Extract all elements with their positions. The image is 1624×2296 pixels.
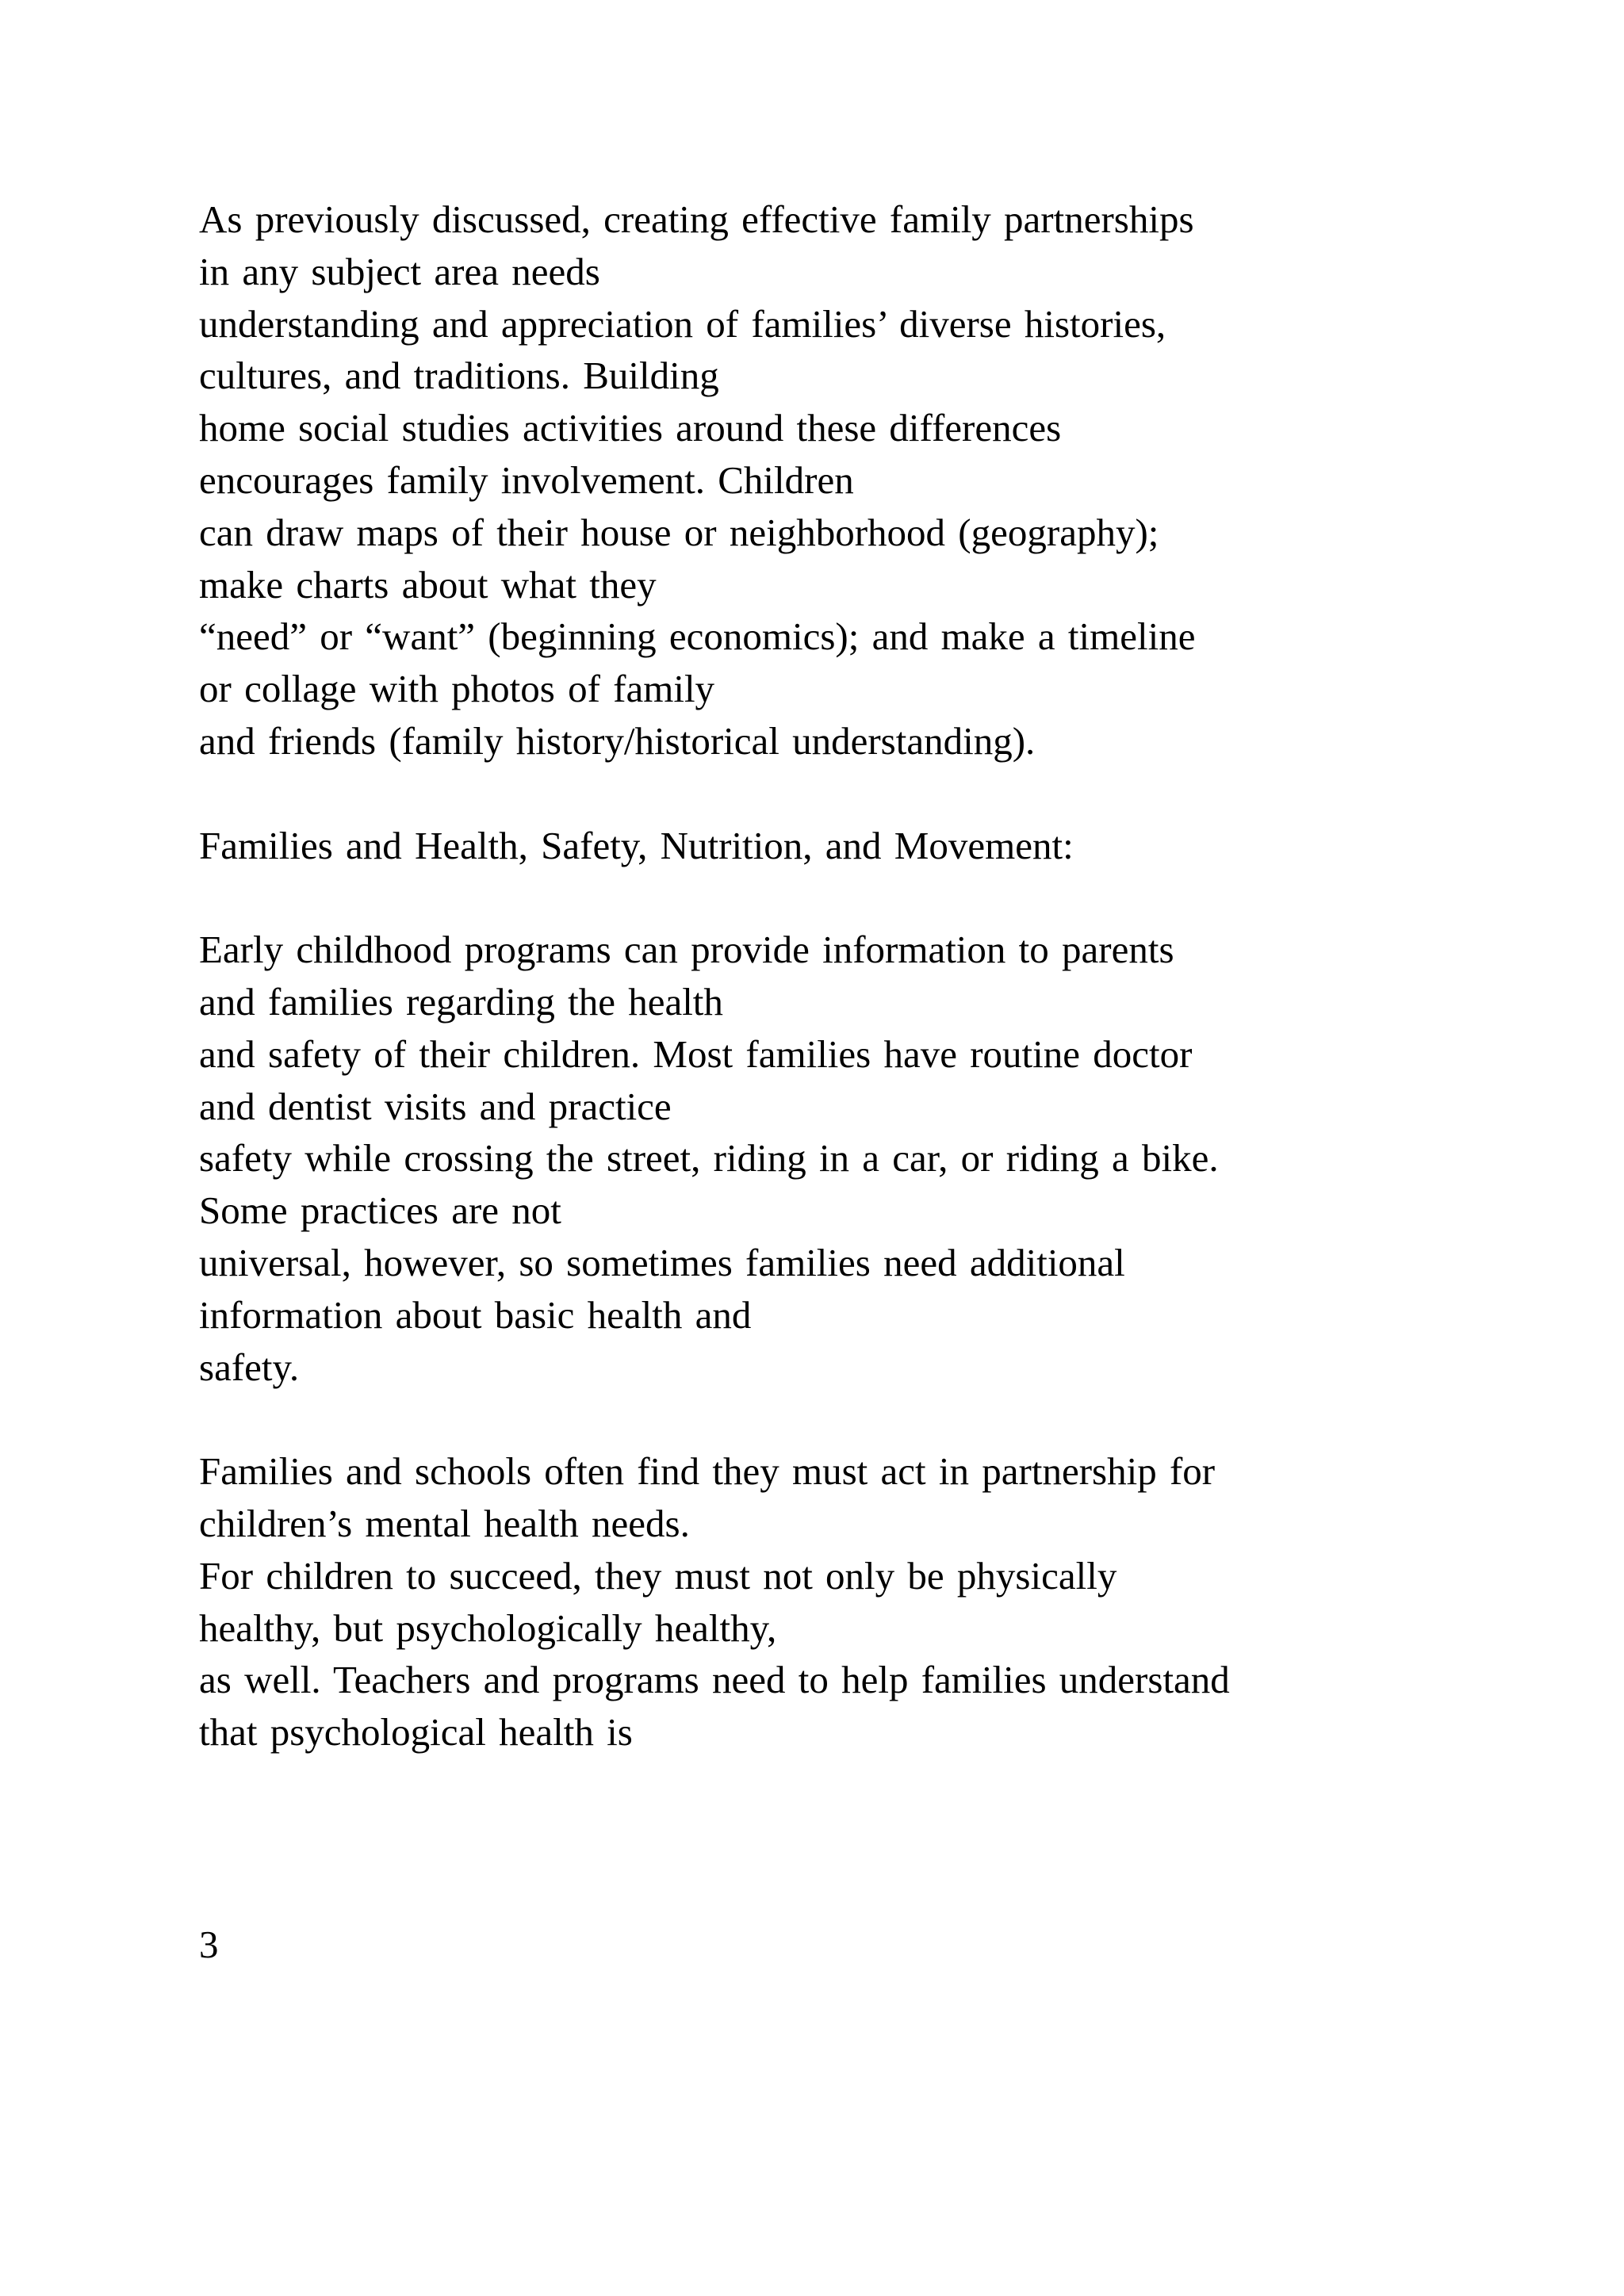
paragraph-family-partnerships [199,193,1547,767]
page-number: 3 [199,1923,219,1966]
body-text [199,193,1547,1758]
text-line: that psychological health is [199,1710,633,1755]
text-line: Some practices are not [199,1188,561,1233]
text-line: encourages family involvement. Children [199,457,854,502]
text-line: safety. [199,1345,300,1389]
text-line: and safety of their children. Most families have routine doctor [199,1031,1193,1076]
text-line: For children to succeed, they must not only be physically [199,1553,1117,1598]
text-line: make charts about what they [199,562,657,607]
text-line: cultures, and traditions. Building [199,354,719,398]
text-line: As previously discussed, creating effective family partnerships [199,197,1194,241]
text-line: Early childhood programs can provide information to parents [199,928,1174,972]
paragraph-gap [199,871,1547,924]
paragraph-gap [199,767,1547,820]
text-line: as well. Teachers and programs need to help families understand [199,1658,1230,1702]
section-heading [199,820,1547,872]
text-line: information about basic health and [199,1292,752,1337]
text-line: and dentist visits and practice [199,1084,672,1128]
text-line: can draw maps of their house or neighborhood (geography); [199,510,1159,554]
heading-line: Families and Health, Safety, Nutrition, and Movement: [199,823,1074,867]
text-line: healthy, but psychologically healthy, [199,1605,777,1650]
text-line: Families and schools often find they must act in partnership for [199,1449,1216,1494]
text-line: and friends (family history/historical understanding). [199,718,1036,763]
text-line: children’s mental health needs. [199,1501,690,1545]
text-line: safety while crossing the street, riding in a car, or riding a bike. [199,1136,1219,1181]
text-line: universal, however, so sometimes families need additional [199,1240,1125,1284]
text-line: and families regarding the health [199,979,723,1024]
text-line: or collage with photos of family [199,667,715,711]
text-line: in any subject area needs [199,249,600,293]
paragraph-gap [199,1393,1547,1445]
text-line: “need” or “want” (beginning economics); and make a timeline [199,614,1196,659]
text-line: home social studies activities around these differences [199,406,1062,450]
paragraph-health-safety [199,924,1547,1393]
paragraph-mental-health [199,1445,1547,1758]
text-line: understanding and appreciation of families’ diverse histories, [199,301,1166,346]
